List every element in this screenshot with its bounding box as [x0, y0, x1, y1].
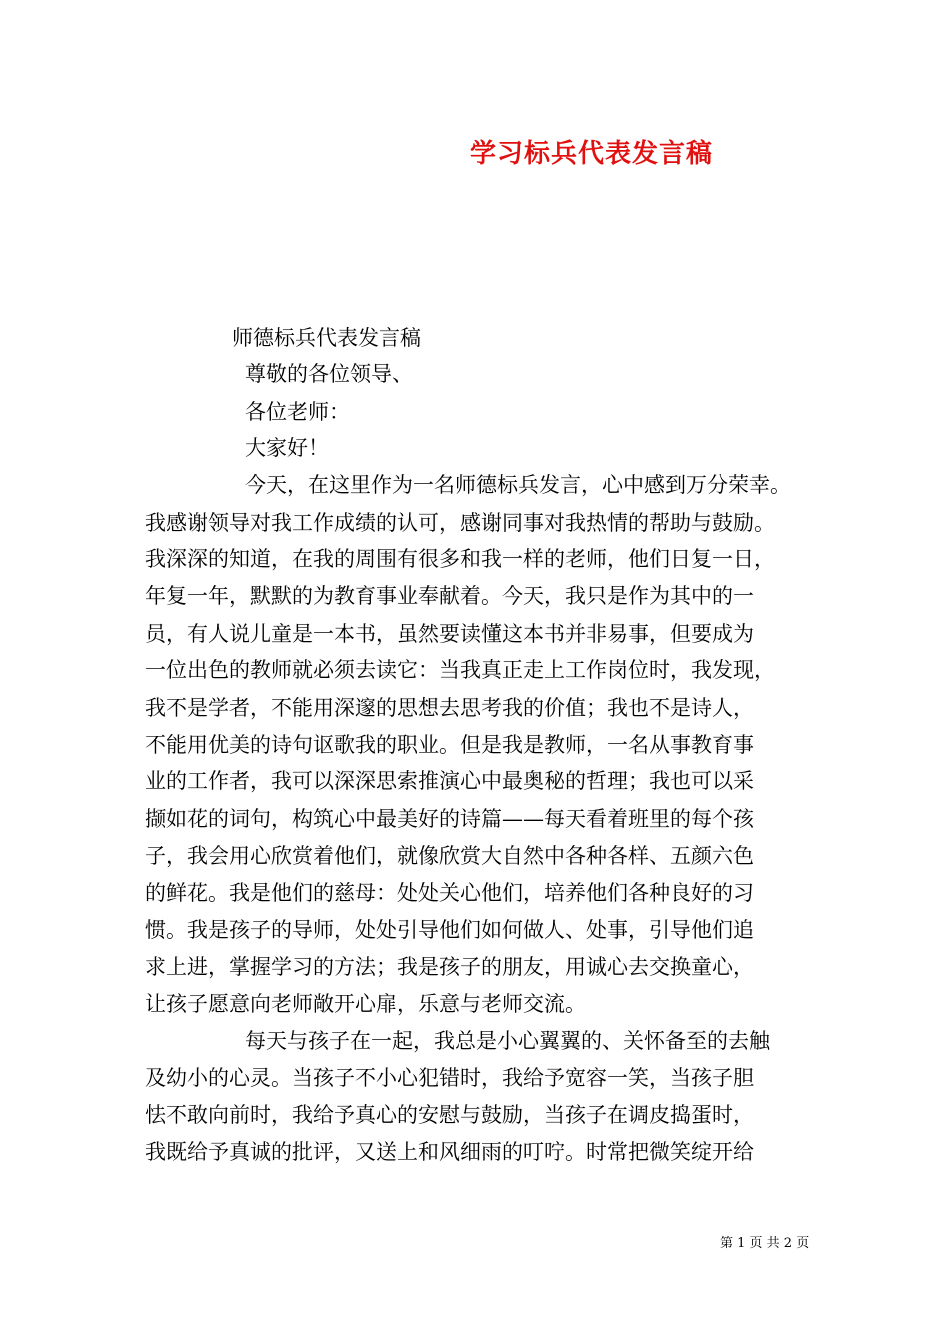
paragraph-line: 子，我会用心欣赏着他们，就像欣赏大自然中各种各样、五颜六色 — [145, 844, 754, 868]
greeting-line: 大家好！ — [245, 436, 329, 460]
paragraph-line: 怯不敢向前时，我给予真心的安慰与鼓励，当孩子在调皮捣蛋时， — [145, 1103, 754, 1127]
paragraph-line: 的鲜花。我是他们的慈母：处处关心他们，培养他们各种良好的习 — [145, 881, 754, 905]
paragraph-line: 年复一年，默默的为教育事业奉献着。今天，我只是作为其中的一 — [145, 584, 754, 608]
paragraph-line: 我感谢领导对我工作成绩的认可，感谢同事对我热情的帮助与鼓励。 — [145, 511, 775, 535]
paragraph-line: 惯。我是孩子的导师，处处引导他们如何做人、处事，引导他们追 — [145, 918, 754, 942]
paragraph-line: 让孩子愿意向老师敞开心扉，乐意与老师交流。 — [145, 992, 586, 1016]
paragraph-line: 我不是学者，不能用深邃的思想去思考我的价值；我也不是诗人， — [145, 696, 754, 720]
document-title: 学习标兵代表发言稿 — [470, 139, 714, 169]
page-number-footer: 第 1 页 共 2 页 — [720, 1236, 810, 1251]
paragraph-line: 我既给予真诚的批评，又送上和风细雨的叮咛。时常把微笑绽开给 — [145, 1140, 754, 1164]
paragraph-line: 及幼小的心灵。当孩子不小心犯错时，我给予宽容一笑，当孩子胆 — [145, 1066, 754, 1090]
paragraph-line: 员，有人说儿童是一本书，虽然要读懂这本书并非易事，但要成为 — [145, 622, 754, 646]
subtitle-line: 师德标兵代表发言稿 — [232, 326, 421, 350]
paragraph-line: 我深深的知道，在我的周围有很多和我一样的老师，他们日复一日， — [145, 547, 775, 571]
paragraph-line: 今天，在这里作为一名师德标兵发言，心中感到万分荣幸。 — [245, 473, 791, 497]
paragraph-line: 一位出色的教师就必须去读它：当我真正走上工作岗位时，我发现， — [145, 658, 775, 682]
paragraph-line: 每天与孩子在一起，我总是小心翼翼的、关怀备至的去触 — [245, 1029, 770, 1053]
paragraph-line: 撷如花的词句，构筑心中最美好的诗篇——每天看着班里的每个孩 — [145, 807, 754, 831]
paragraph-line: 业的工作者，我可以深深思索推演心中最奥秘的哲理；我也可以采 — [145, 769, 754, 793]
paragraph-line: 求上进，掌握学习的方法；我是孩子的朋友，用诚心去交换童心， — [145, 955, 754, 979]
salutation-line: 各位老师： — [245, 400, 350, 424]
paragraph-line: 不能用优美的诗句讴歌我的职业。但是我是教师，一名从事教育事 — [145, 733, 754, 757]
salutation-line: 尊敬的各位领导、 — [245, 362, 413, 386]
